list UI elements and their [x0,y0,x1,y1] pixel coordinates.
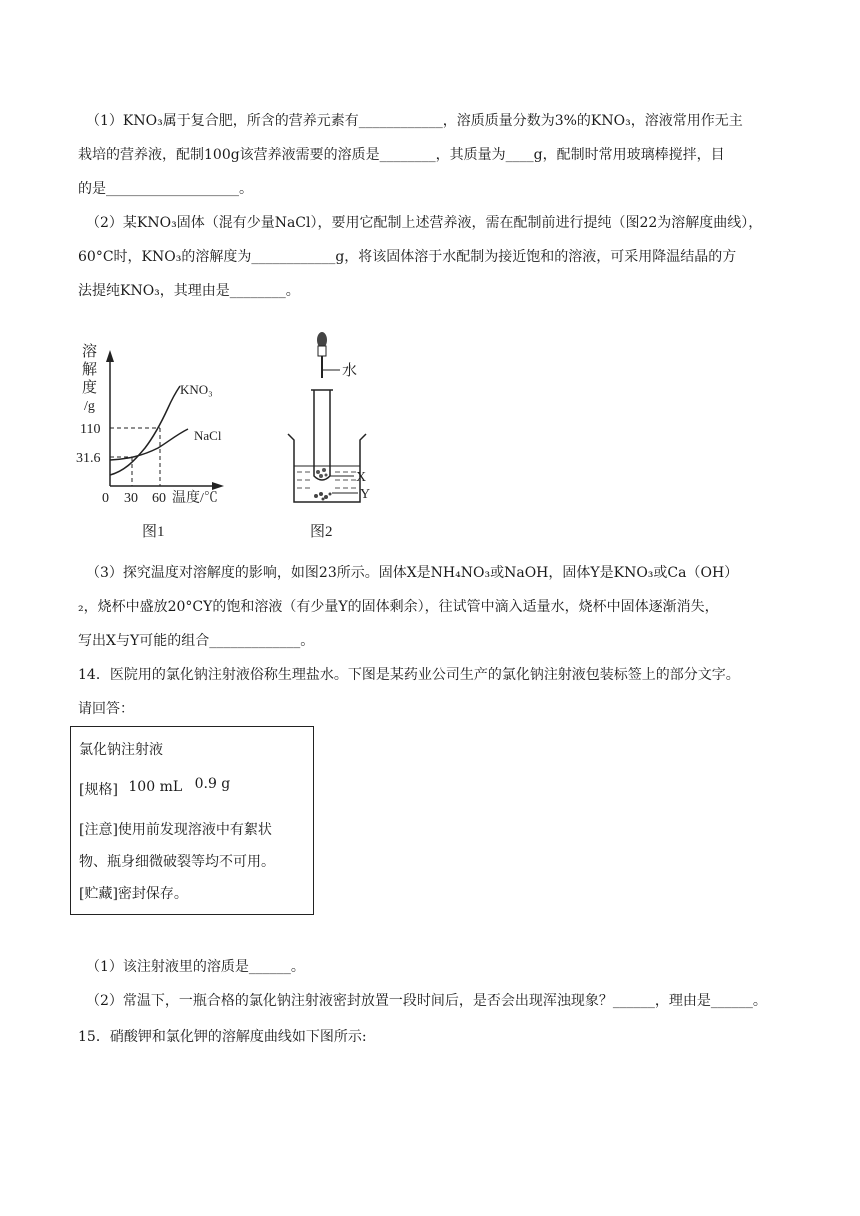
fig1-yunit: /g [84,399,95,414]
fig1-ytick-316: 31.6 [76,451,101,466]
label-storage: [贮藏]密封保存。 [79,886,188,902]
water-label: 水 [342,363,358,379]
y-label: Y [360,487,371,502]
q13-p1-line2: 栽培的营养液，配制100g该营养液需要的溶质是________，其质量为____g，配制时常用玻璃棒搅拌，目 [78,147,725,163]
fig1-x-arrow [212,482,224,490]
fig1-ylabel-char-2: 解 [82,362,98,378]
fig1-ytick-110: 110 [80,422,101,437]
label-spec-volume: 100 mL [128,779,183,795]
fig1-xtick-60: 60 [152,491,166,506]
q13-p2-line3: 法提纯KNO₃，其理由是________。 [78,283,300,299]
x-label: X [356,470,367,485]
nacl-curve [110,429,188,460]
label-note-line2: 物、瓶身细微破裂等均不可用。 [79,854,275,870]
q13-p1-line1: （1）KNO₃属于复合肥，所含的营养元素有____________，溶质质量分数为3%的KNO₃，溶液常用作无主 [86,113,743,129]
fig1-xlabel: 温度/℃ [172,491,218,506]
q13-p1-line3: 的是___________________。 [78,181,253,197]
solubility-chart-figure [70,336,240,546]
fig1-curve2-label: NaCl [194,428,222,443]
fig1-curve1-label: KNO₃ [180,382,213,397]
dropper-neck [318,346,326,356]
fig1-xtick-30: 30 [124,491,138,506]
label-note-line1: [注意]使用前发现溶液中有絮状 [79,822,272,838]
label-spec [79,776,231,799]
beaker-apparatus-figure [280,330,390,545]
label-spec-mass: 0.9 g [194,776,231,792]
label-title: 氯化钠注射液 [79,742,163,758]
q15-stem: 15．硝酸钾和氯化钾的溶解度曲线如下图所示: [78,1029,367,1045]
fig1-caption: 图1 [142,524,165,540]
solid-y [314,492,332,501]
injection-label-box [70,726,314,915]
fig1-ylabel-char-3: 度 [82,380,98,396]
label-spec-tag: [规格] [79,782,118,798]
q13-p3-line3: 写出X与Y可能的组合_____________。 [78,633,315,649]
solid-x [316,468,328,478]
q13-p2-line1: （2）某KNO₃固体（混有少量NaCl），要用它配制上述营养液，需在配制前进行提纯（图22为溶解度曲线）， [86,215,763,231]
q14-sub2: （2）常温下，一瓶合格的氯化钠注射液密封放置一段时间后，是否会出现浑浊现象？______，理由是______。 [86,993,767,1009]
fig2-caption: 图2 [310,524,333,540]
q14-stem-line2: 请回答： [78,701,134,717]
q13-p3-line2: ₂，烧杯中盛放20°CY的饱和溶液（有少量Y的固体剩余），往试管中滴入适量水，烧杯中固体逐渐消失， [78,599,719,615]
fig1-y-arrow [106,350,114,362]
q13-p3-line1: （3）探究温度对溶解度的影响，如图23所示。固体X是NH₄NO₃或NaOH，固体Y是KNO₃或Ca（OH） [86,565,739,581]
q13-p2-line2: 60°C时，KNO₃的溶解度为____________g，将该固体溶于水配制为接近饱和的溶液，可采用降温结晶的方 [78,249,737,265]
fig1-xtick-0: 0 [102,491,109,506]
q14-stem-line1: 14．医院用的氯化钠注射液俗称生理盐水。下图是某药业公司生产的氯化钠注射液包装标签上的部分文字。 [78,667,740,683]
kno3-curve [110,386,180,475]
fig1-ylabel-char-1: 溶 [82,344,98,360]
q14-sub1: （1）该注射液里的溶质是______。 [86,959,305,975]
beaker [288,434,366,502]
